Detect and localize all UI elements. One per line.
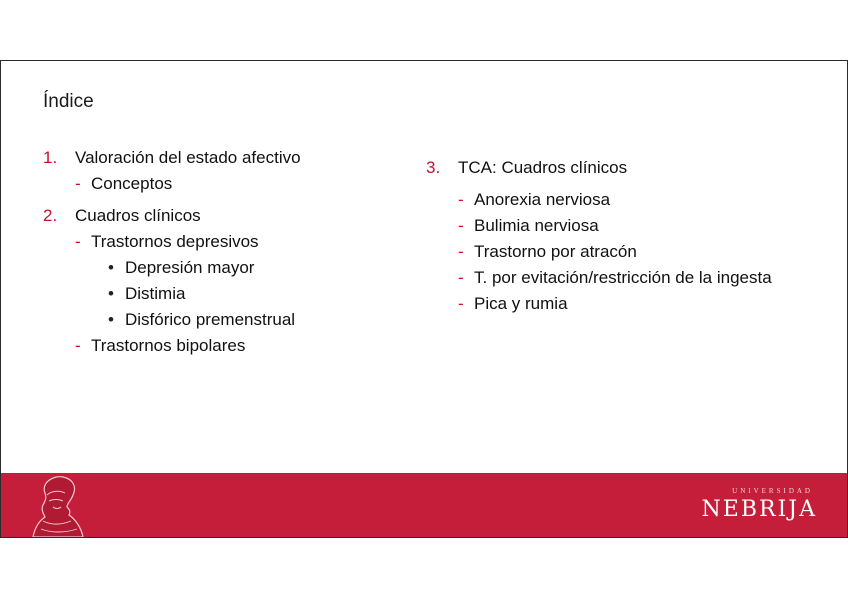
sub-label: Anorexia nerviosa [474, 190, 611, 209]
section-3-sub [458, 241, 786, 263]
section-1-number: 1. [43, 148, 58, 167]
bullet-marker: • [108, 258, 114, 277]
dash-marker: - [75, 336, 81, 355]
section-2-number: 2. [43, 206, 58, 225]
sub-label: Bulimia nerviosa [474, 216, 599, 235]
dash-marker: - [75, 174, 81, 193]
bullet-label: Distimia [125, 284, 186, 303]
slide [0, 60, 848, 538]
logo-nebrija-text: NEBRIJA [701, 497, 817, 522]
section-2 [43, 205, 403, 227]
footer-band [1, 473, 847, 537]
section-3 [426, 157, 786, 179]
dash-marker: - [458, 294, 464, 313]
section-1-label: Valoración del estado afectivo [75, 148, 301, 167]
section-1 [43, 147, 403, 169]
section-3-sub [458, 215, 786, 237]
dash-marker: - [458, 216, 464, 235]
section-2-sub-1 [75, 231, 403, 253]
bullet-label: Depresión mayor [125, 258, 255, 277]
section-3-label: TCA: Cuadros clínicos [458, 158, 628, 177]
left-column [43, 147, 403, 357]
dash-marker: - [75, 232, 81, 251]
sub-label: T. por evitación/restricción de la ingesta [474, 268, 772, 287]
section-2-label: Cuadros clínicos [75, 206, 201, 225]
section-3-sub [458, 293, 786, 315]
bullet-item [108, 283, 403, 305]
logo-universidad-text: UNIVERSIDAD [732, 487, 813, 495]
bullet-item [108, 257, 403, 279]
dash-marker: - [458, 190, 464, 209]
bullet-marker: • [108, 284, 114, 303]
sub-label: Trastorno por atracón [474, 242, 637, 261]
section-2-sub-2 [75, 335, 403, 357]
right-column [426, 157, 786, 315]
slide-title: Índice [43, 91, 94, 112]
sub-label: Conceptos [91, 174, 173, 193]
bullet-marker: • [108, 310, 114, 329]
section-3-sub [458, 189, 786, 211]
section-3-number: 3. [426, 158, 441, 177]
sub-label: Trastornos depresivos [91, 232, 259, 251]
sub-label: Pica y rumia [474, 294, 568, 313]
bullet-label: Disfórico premenstrual [125, 310, 296, 329]
dash-marker: - [458, 268, 464, 287]
dash-marker: - [458, 242, 464, 261]
nebrija-portrait-icon [27, 473, 89, 537]
section-1-sub-1 [75, 173, 403, 195]
bullet-item [108, 309, 403, 331]
sub-label: Trastornos bipolares [91, 336, 246, 355]
section-3-sub [458, 267, 774, 289]
